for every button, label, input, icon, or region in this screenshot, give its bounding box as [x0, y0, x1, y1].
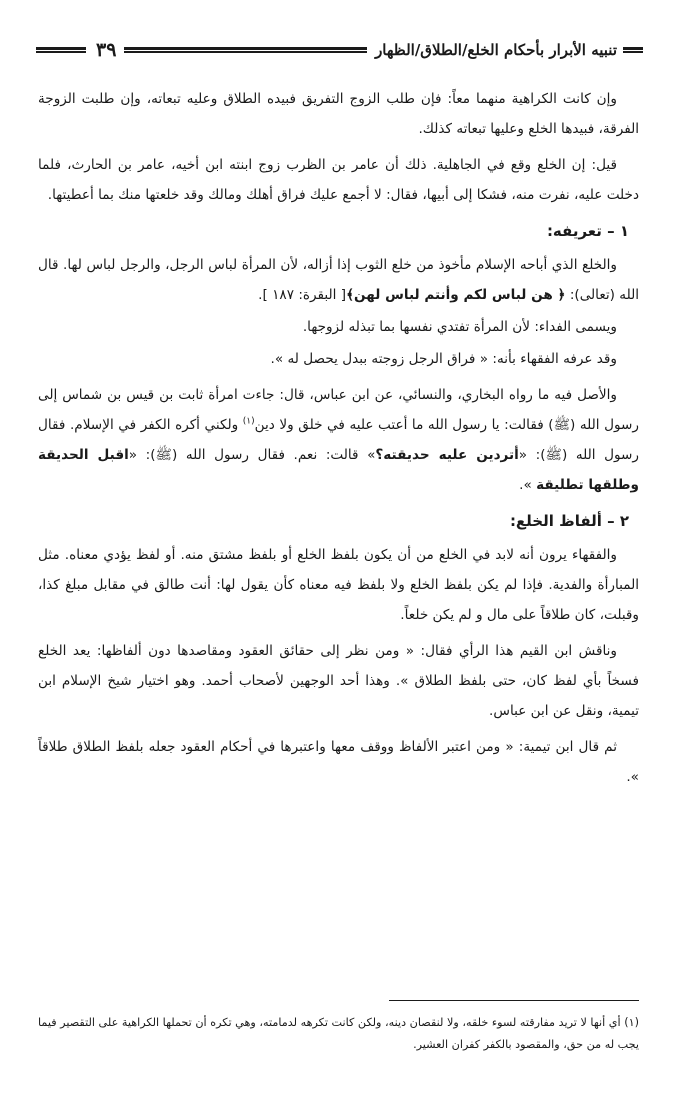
hadith-quote-command: اقبل الحديقة وطلقها تطليقة [38, 447, 639, 493]
section-heading-wording: ٢ – ألفاظ الخلع: [509, 512, 629, 530]
quran-reference: [ البقرة: ١٨٧ ]. [258, 287, 347, 303]
main-text [38, 84, 639, 798]
header-rule-start [623, 47, 643, 53]
paragraph-fidaa: ويسمى الفداء: لأن المرأة تفتدي نفسها بما تبذله لزوجها. [302, 319, 617, 335]
footnote-1: (١) أي أنها لا تريد مفارقته لسوء خلقه، ولا لنقصان دينه، ولكن كانت تكرهه لدمامته، وهي تكره أن تحملها الكراهية على التقصير فيما يجب له من حق، والمقصود بالكفر كفران العشير. [38, 1016, 639, 1051]
hadith-text-b: ولكني أكره الكفر في الإسلام. فقال رسول الله (ﷺ): « [38, 417, 639, 463]
header-rule-middle [124, 47, 367, 53]
paragraph-ibn-taymiyya: ثم قال ابن تيمية: « ومن اعتبر الألفاظ ووقف معها واعتبرها في أحكام العقود جعله بلفظ الطلاق طلاقاً ». [38, 739, 639, 785]
running-title: تنبيه الأبرار بأحكام الخلع/الطلاق/الظهار [375, 41, 617, 59]
paragraph-definition [38, 250, 639, 310]
paragraph-jahiliyya-origin: قيل: إن الخلع وقع في الجاهلية. ذلك أن عامر بن الظرب زوج ابنته ابن أخيه، عامر بن الحارث، فلما دخلت عليه، نفرت منه، فشكا إلى أبيها، فقال: لا أجمع عليك فراق أهلك ومالك وقد خلعتها منك بما أعطيتها. [38, 157, 639, 203]
footnote-marker: (١) [242, 416, 255, 427]
page-number: ٣٩ [96, 39, 117, 61]
quran-quote: ﴿ هن لباس لكم وأنتم لباس لهن﴾ [346, 287, 566, 303]
hadith-quote-question: أتردين عليه حديقته؟ [375, 447, 519, 463]
definition-text: والخلع الذي أباحه الإسلام مأخوذ من خلع الثوب إذا أزاله، لأن المرأة لباس الرجل، والرجل لباس لها. قال الله (تعالى): [38, 257, 639, 303]
footnote-divider [389, 1000, 639, 1001]
footnotes [38, 1012, 639, 1056]
paragraph-mutual-dislike: وإن كانت الكراهية منهما معاً: فإن طلب الزوج التفريق فبيده الطلاق وعليه تبعاته، وإن طلبت الزوجة الفرقة، فبيدها الخلع وعليها تبعاته كذلك. [38, 91, 639, 137]
section-heading-definition: ١ – تعريفه: [546, 222, 629, 240]
hadith-text-c: » قالت: نعم. فقال رسول الله (ﷺ): « [128, 447, 376, 463]
paragraph-fuqaha-definition: وقد عرفه الفقهاء بأنه: « فراق الرجل زوجته ببدل يحصل له ». [270, 351, 617, 367]
page-header [36, 30, 643, 70]
header-rule-end [36, 47, 86, 53]
hadith-text-d: ». [519, 477, 537, 493]
paragraph-hadith [38, 380, 639, 500]
paragraph-ibn-qayyim: وناقش ابن القيم هذا الرأي فقال: « ومن نظر إلى حقائق العقود ومقاصدها دون ألفاظها: يعد الخلع فسخاً بأي لفظ كان، حتى بلفظ الطلاق ». وهذا أحد الوجهين لأصحاب أحمد. وهو اختيار شيخ الإسلام ابن تيمية، ونقل عن ابن عباس. [38, 643, 639, 719]
hadith-text-a: والأصل فيه ما رواه البخاري، والنسائي، عن ابن عباس، قال: جاءت امرأة ثابت بن قيس بن شماس إلى رسول الله (ﷺ) فقالت: يا رسول الله ما أعتب عليه في خلق ولا دين [38, 387, 639, 433]
paragraph-wording: والفقهاء يرون أنه لابد في الخلع من أن يكون بلفظ الخلع أو بلفظ مشتق منه. أو لفظ يؤدي معناه. مثل المبارأة والفدية. فإذا لم يكن بلفظ الخلع ولا بلفظ فيه معناه كأن يقول لها: أنت طالق في مقابل مبلغ كذا، وقبلت، كان طلاقاً على مال و لم يكن خلعاً. [38, 547, 639, 623]
